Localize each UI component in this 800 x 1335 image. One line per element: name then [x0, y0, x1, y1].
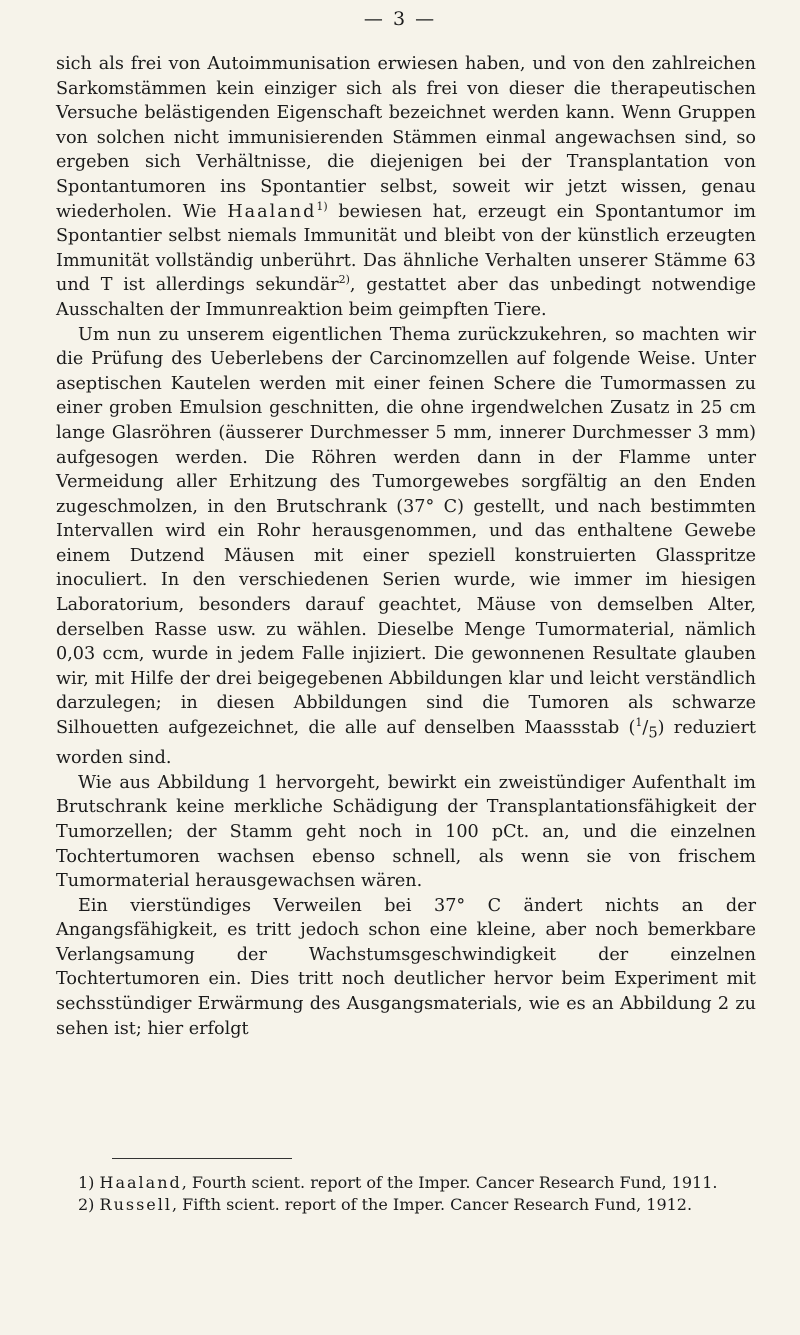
- text-run: sich als frei von Autoimmunisation erwiesen haben, und von den zahlreichen Sarkomstämmen kein einziger sich als frei von dieser die therapeutischen Versuche belästigenden Eigenschaft bezeichnet werden kann. Wenn Gruppen von solchen nicht immunisierenden Stämmen einmal angewachsen sind, so ergeben sich Verhältnisse, die diejenigen bei der Transplantation von Spontantumoren ins Spontantier selbst, soweit wir jetzt wissen, genau wiederholen. Wie: [56, 54, 756, 222]
- text-run: ) reduziert worden sind.: [56, 718, 756, 769]
- footnote: [56, 1172, 756, 1194]
- footnote-mark: 1): [316, 199, 328, 213]
- footnote-mark: 2): [338, 273, 350, 287]
- text-run: , Fourth scient. report of the Imper. Cancer Research Fund, 1911.: [181, 1173, 718, 1192]
- text-run: 1): [78, 1173, 100, 1192]
- text-run: , Fifth scient. report of the Imper. Cancer Research Fund, 1912.: [172, 1195, 693, 1214]
- text-run: , gestattet aber das unbedingt notwendige Ausschalten der Immunreaktion beim geimpften Tiere.: [56, 275, 757, 320]
- text-run: Haaland: [99, 1173, 182, 1192]
- page-number: — 3 —: [363, 8, 437, 30]
- footnote-separator: [112, 1158, 292, 1159]
- text-run: Wie aus Abbildung 1 hervorgeht, bewirkt ein zweistündiger Aufenthalt im Brutschrank keine merkliche Schädigung der Transplantationsfähigkeit der Tumorzellen; der Stamm geht noch in 100 pCt. an, und die einzelnen Tochtertumoren wachsen ebenso schnell, als wenn sie von frischem Tumormaterial herausgewachsen wären.: [56, 772, 756, 892]
- text-run: 2): [78, 1195, 100, 1214]
- footnote: [56, 1194, 756, 1216]
- paragraph: [56, 52, 756, 323]
- footnote-mark: 5: [648, 724, 658, 742]
- text-run: /: [642, 718, 649, 739]
- text-run: Haaland: [227, 201, 317, 222]
- body-text: [56, 52, 756, 1041]
- footnote-mark: 1: [635, 716, 643, 730]
- paragraph: [56, 894, 756, 1042]
- text-run: Um nun zu unserem eigentlichen Thema zurückzukehren, so machten wir die Prüfung des Ueberlebens der Carcinomzellen auf folgende Weise. Unter aseptischen Kautelen werden mit einer feinen Schere die Tumormassen zu einer groben Emulsion geschnitten, die ohne irgendwelchen Zusatz in 25 cm lange Glasröhren (äusserer Durchmesser 5 mm, innerer Durchmesser 3 mm) aufgesogen werden. Die Röhren werden dann in der Flamme unter Vermeidung aller Erhitzung des Tumorgewebes sorgfältig an den Enden zugeschmolzen, in den Brutschrank (37° C) gestellt, und nach bestimmten Intervallen wird ein Rohr herausgenommen, und das enthaltene Gewebe einem Dutzend Mäusen mit einer speziell konstruierten Glasspritze inoculiert. In den verschiedenen Serien wurde, wie immer im hiesigen Laboratorium, besonders darauf geachtet, Mäuse von demselben Alter, derselben Rasse usw. zu wählen. Dieselbe Menge Tumormaterial, nämlich 0,03 ccm, wurde in jedem Falle injiziert. Die gewonnenen Resultate glauben wir, mit Hilfe der drei beigegebenen Abbildungen klar und leicht verständlich darzulegen; in diesen Abbildungen sind die Tumoren als schwarze Silhouetten aufgezeichnet, die alle auf denselben Maassstab (: [56, 324, 756, 739]
- text-run: bewiesen hat, erzeugt ein Spontantumor im Spontantier selbst niemals Immunität und bleibt von der künstlich erzeugten Immunität vollständig unberührt. Das ähnliche Verhalten unserer Stämme 63 und T ist allerdings sekundär: [56, 201, 756, 296]
- paragraph: [56, 771, 756, 894]
- text-run: Russell: [99, 1195, 172, 1214]
- footnotes: [56, 1172, 756, 1216]
- text-run: Ein vierstündiges Verweilen bei 37° C ändert nichts an der Angangsfähigkeit, es tritt jedoch schon eine kleine, aber noch bemerkbare Verlangsamung der Wachstumsgeschwindigkeit der einzelnen Tochtertumoren ein. Dies tritt noch deutlicher hervor beim Experiment mit sechsstündiger Erwärmung des Ausgangsmaterials, wie es an Abbildung 2 zu sehen ist; hier erfolgt: [56, 895, 756, 1039]
- paragraph: [56, 323, 756, 771]
